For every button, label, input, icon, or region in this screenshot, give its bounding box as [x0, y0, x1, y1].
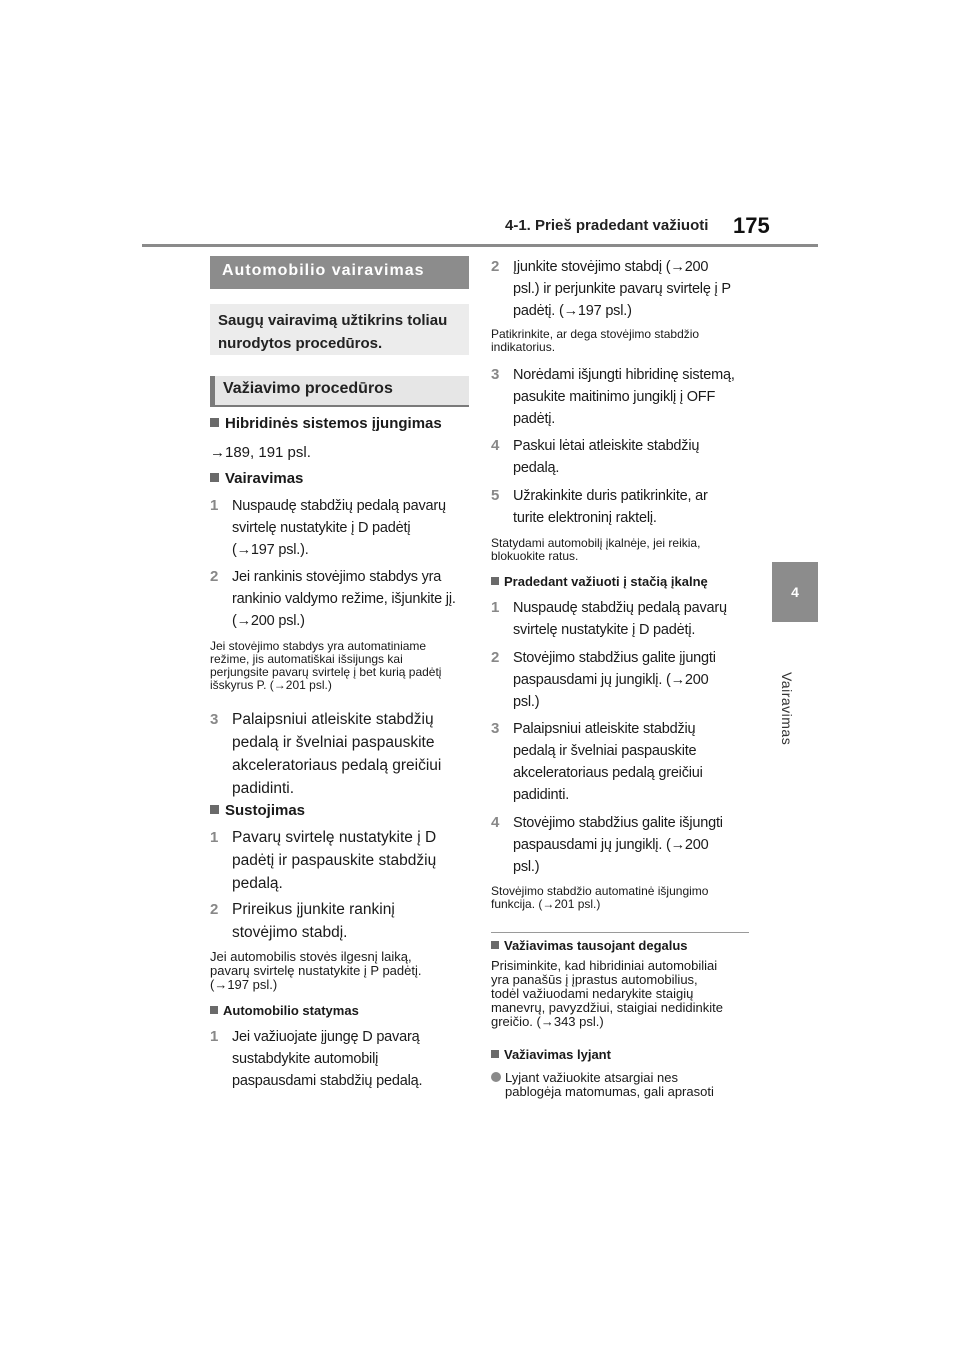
ref-hybrid-start: →189, 191 psl.	[210, 444, 311, 461]
note-parking-indicator: Patikrinkite, ar dega stovėjimo stabdžio indikatorius.	[491, 327, 700, 354]
chapter-label: Vairavimas	[779, 672, 795, 746]
subsection-title: Važiavimo procedūros	[210, 376, 469, 407]
chapter-number: 4	[791, 584, 799, 600]
list-item: 1 Pavarų svirtelę nustatykite į D padėtį ir paspauskite stabdžių pedalą.	[210, 829, 437, 892]
list-item: 2 Įjunkite stovėjimo stabdį (→200 psl.) ir perjunkite pavarų svirtelę į P padėtį. (→197 psl.)	[491, 258, 731, 319]
heading-steep-start: Pradedant važiuoti į stačią įkalnę	[491, 574, 753, 589]
heading-parking: Automobilio statymas	[210, 1003, 470, 1018]
chapter-tab	[772, 562, 818, 622]
heading-stopping: Sustojimas	[210, 802, 470, 819]
header-divider	[142, 244, 818, 247]
list-item: 3 Norėdami išjungti hibridinę sistemą, pasukite maitinimo jungiklį į OFF padėtį.	[491, 366, 735, 427]
list-item: 5 Užrakinkite duris patikrinkite, ar turite elektroninį raktelį.	[491, 487, 708, 526]
square-bullet-icon	[491, 1050, 499, 1058]
note-slope-parking: Statydami automobilį įkalnėje, jei reikia, blokuokite ratus.	[491, 536, 701, 563]
list-item: 4 Paskui lėtai atleiskite stabdžių pedalą.	[491, 437, 700, 476]
heading-hybrid-start: Hibridinės sistemos įjungimas	[210, 415, 470, 432]
heading-eco-driving: Važiavimas tausojant degalus	[491, 938, 753, 953]
square-bullet-icon	[210, 473, 219, 482]
rain-driving-bullet: Lyjant važiuokite atsargiai nes pablogėja matomumas, gali aprasoti	[491, 1071, 753, 1099]
list-item: 1 Jei važiuojate įjungę D pavarą sustabdykite automobilį paspausdami stabdžių pedalą.	[210, 1028, 423, 1089]
note-auto-release: Stovėjimo stabdžio automatinė išjungimo funkcija. (→201 psl.)	[491, 884, 709, 911]
intro-box: Saugų vairavimą užtikrins toliau nurodytos procedūros.	[210, 304, 469, 355]
list-item: 2 Jei rankinis stovėjimo stabdys yra rankinio valdymo režime, išjunkite jį. (→200 psl.)	[210, 568, 456, 629]
square-bullet-icon	[210, 805, 219, 814]
section-title: 4-1. Prieš pradedant važiuoti	[505, 217, 709, 234]
page-number: 175	[733, 213, 770, 238]
eco-driving-text: Prisiminkite, kad hibridiniai automobiliai yra panašūs į įprastus automobilius, todėl važiuodami nedarykite staigių manevrų, pavyzdžiui, staigiai nedidinkite greičio. (→343 psl.)	[491, 958, 723, 1029]
square-bullet-icon	[491, 577, 499, 585]
section-divider	[491, 932, 749, 933]
heading-rain-driving: Važiavimas lyjant	[491, 1047, 753, 1062]
list-item: 1 Nuspaudę stabdžių pedalą pavarų svirtelę nustatykite į D padėtį.	[491, 599, 727, 638]
square-bullet-icon	[210, 418, 219, 427]
note-parking-brake-auto: Jei stovėjimo stabdys yra automatiniame režime, jis automatiškai išsijungs kai perjungsite pavarų svirtelę į bet kurią padėtį išskyrus P. (→201 psl.)	[210, 639, 442, 692]
round-bullet-icon	[491, 1072, 501, 1082]
list-item: 2 Prireikus įjunkite rankinį stovėjimo stabdį.	[210, 901, 395, 941]
square-bullet-icon	[210, 1006, 218, 1014]
note-long-stop: Jei automobilis stovės ilgesnį laiką, pavarų svirtelę nustatykite į P padėtį. (→197 psl.)	[210, 949, 422, 992]
list-item: 1 Nuspaudę stabdžių pedalą pavarų svirtelę nustatykite į D padėtį (→197 psl.).	[210, 497, 446, 558]
square-bullet-icon	[491, 941, 499, 949]
main-title-bar: Automobilio vairavimas	[210, 256, 469, 289]
list-item: 2 Stovėjimo stabdžius galite įjungti paspausdami jų jungiklį. (→200 psl.)	[491, 649, 716, 710]
list-item: 3 Palaipsniui atleiskite stabdžių pedalą ir švelniai paspauskite akceleratoriaus pedalą greičiui padidinti.	[210, 711, 442, 797]
heading-driving: Vairavimas	[210, 470, 470, 487]
list-item: 3 Palaipsniui atleiskite stabdžių pedalą ir švelniai paspauskite akceleratoriaus pedalą greičiui padidinti.	[491, 720, 703, 803]
list-item: 4 Stovėjimo stabdžius galite išjungti paspausdami jų jungiklį. (→200 psl.)	[491, 814, 723, 875]
